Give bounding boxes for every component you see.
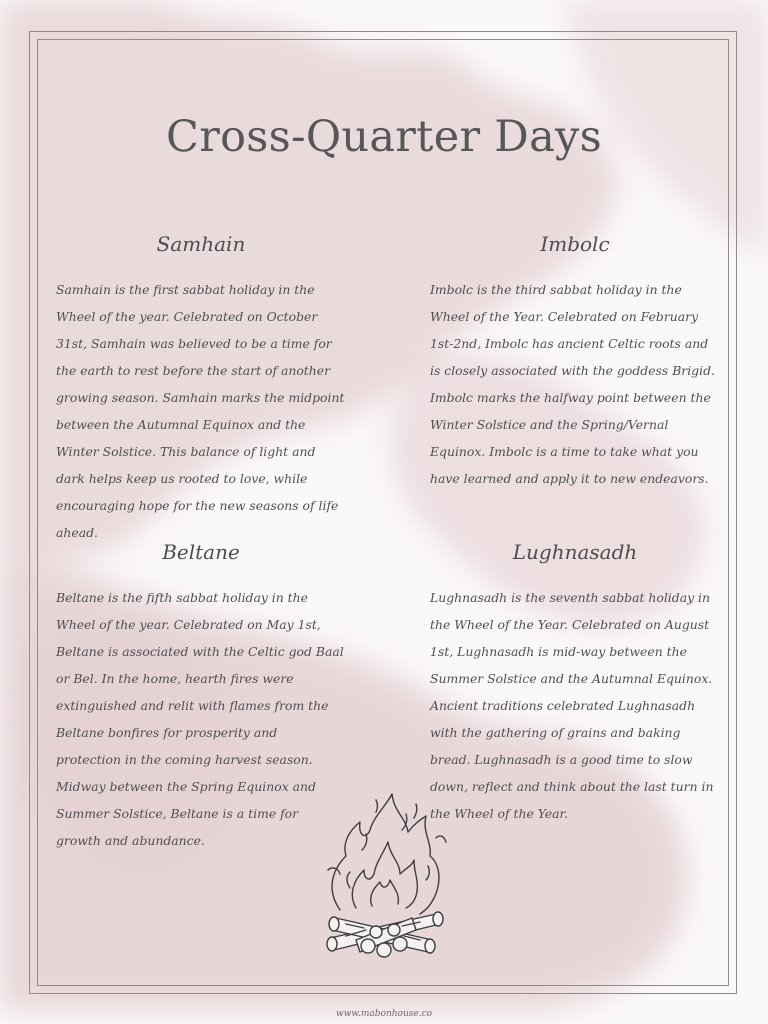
- section-heading: Lughnasadh: [512, 540, 638, 564]
- section-beltane: [56, 540, 346, 854]
- section-lughnasadh: [430, 540, 720, 827]
- section-body: Samhain is the first sabbat holiday in the Wheel of the year. Celebrated on October 31st, Samhain was believed to be a time for the earth to rest before the start of another growing season. Samhain marks the midpoint between the Autumnal Equinox and the Winter Solstice. This balance of light and dark helps keep us rooted to love, while encouraging hope for the new seasons of life ahead.: [56, 282, 345, 540]
- page-title: Cross-Quarter Days: [166, 112, 602, 162]
- section-body: Imbolc is the third sabbat holiday in the Wheel of the Year. Celebrated on February 1st-2nd, Imbolc has ancient Celtic roots and is closely associated with the goddess Brigid. Imbolc marks the halfway point between the Winter Solstice and the Spring/Vernal Equinox. Imbolc is a time to take what you have learned and apply it to new endeavors.: [430, 282, 715, 486]
- section-imbolc: [430, 232, 720, 492]
- footer-url: www.mabonhouse.co: [335, 1009, 433, 1019]
- section-samhain: [56, 232, 346, 546]
- bonfire-illustration: [316, 790, 452, 968]
- section-heading: Imbolc: [540, 232, 610, 256]
- section-body: Lughnasadh is the seventh sabbat holiday in the Wheel of the Year. Celebrated on August 1st, Lughnasadh is mid-way between the Summer Solstice and the Autumnal Equinox. Ancient traditions celebrated Lughnasadh with the gathering of grains and baking bread. Lughnasadh is a good time to slow down, reflect and think about the last turn in the Wheel of the Year.: [430, 590, 714, 821]
- section-heading: Samhain: [156, 232, 246, 256]
- section-heading: Beltane: [162, 540, 240, 564]
- section-body: Beltane is the fifth sabbat holiday in the Wheel of the year. Celebrated on May 1st, Beltane is associated with the Celtic god Baal or Bel. In the home, hearth fires were extinguished and relit with flames from the Beltane bonfires for prosperity and protection in the coming harvest season. Midway between the Spring Equinox and Summer Solstice, Beltane is a time for growth and abundance.: [56, 590, 344, 848]
